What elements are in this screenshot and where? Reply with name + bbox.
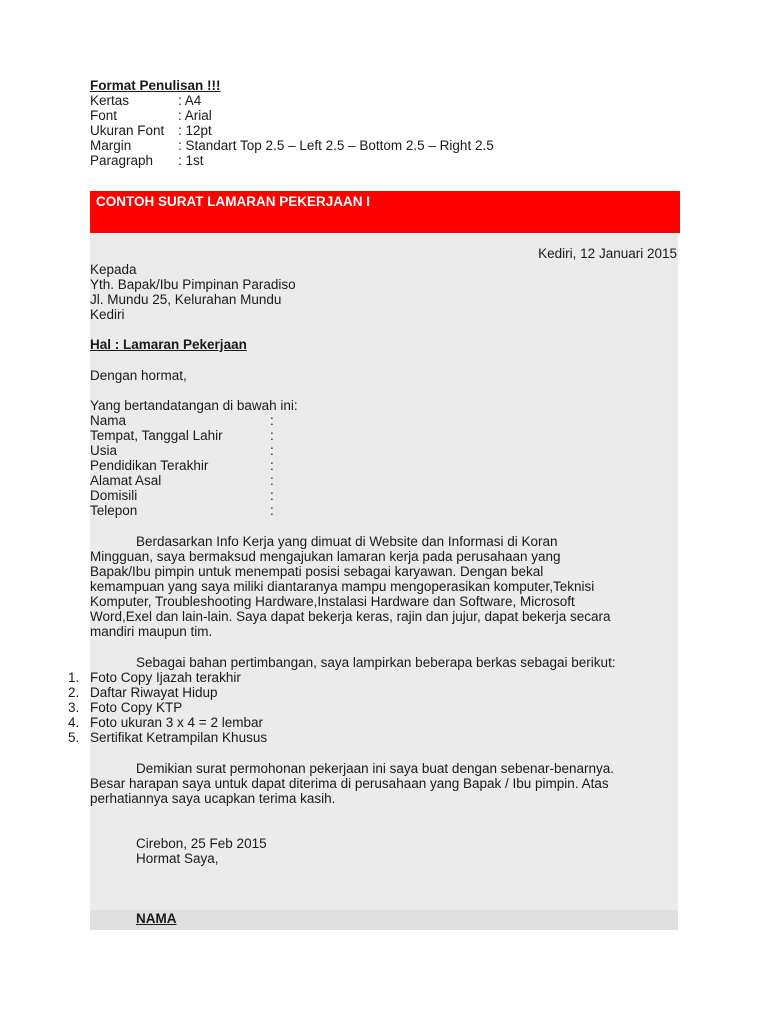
greeting: Dengan hormat, (90, 368, 187, 383)
signature-name: NAMA (136, 911, 177, 926)
recipient-line: Kediri (90, 307, 125, 322)
list-item: Daftar Riwayat Hidup (90, 685, 218, 700)
list-item: Foto Copy Ijazah terakhir (90, 670, 241, 685)
field-colon: : (270, 428, 274, 443)
list-number: 4. (68, 715, 80, 730)
list-number: 3. (68, 700, 80, 715)
field-label: Domisili (90, 488, 138, 503)
field-colon: : (270, 413, 274, 428)
list-number: 2. (68, 685, 80, 700)
field-colon: : (270, 458, 274, 473)
list-number: 1. (68, 670, 80, 685)
field-label: Pendidikan Terakhir (90, 458, 209, 473)
list-item: Foto ukuran 3 x 4 = 2 lembar (90, 715, 263, 730)
field-label: Usia (90, 443, 118, 458)
format-label: Font (90, 108, 118, 123)
format-value: : Arial (178, 108, 212, 123)
body-paragraph-line: Word,Exel dan lain-lain. Saya dapat bekerja keras, rajin dan jujur, dapat bekerja secara (90, 609, 611, 624)
list-item: Sertifikat Ketrampilan Khusus (90, 730, 268, 745)
list-item: Foto Copy KTP (90, 700, 183, 715)
field-colon: : (270, 488, 274, 503)
format-label: Margin (90, 138, 132, 153)
format-value: : A4 (178, 93, 202, 108)
intro-line: Yang bertandatangan di bawah ini: (90, 398, 298, 413)
body-paragraph-line: mandiri maupun tim. (90, 624, 213, 639)
field-label: Nama (90, 413, 127, 428)
field-colon: : (270, 443, 274, 458)
recipient-line: Kepada (90, 262, 137, 277)
body-paragraph-line: kemampuan yang saya miliki diantaranya mampu mengoperasikan komputer,Teknisi (90, 579, 595, 594)
format-value: : 12pt (178, 123, 212, 138)
body-paragraph-line: Bapak/Ibu pimpin untuk menempati posisi sebagai karyawan. Dengan bekal (90, 564, 544, 579)
letter-date: Kediri, 12 Januari 2015 (538, 246, 677, 261)
body-paragraph-line: Komputer, Troubleshooting Hardware,Instalasi Hardware dan Software, Microsoft (90, 594, 575, 609)
format-label: Ukuran Font (90, 123, 165, 138)
format-label: Kertas (90, 93, 130, 108)
format-heading: Format Penulisan !!! (90, 78, 221, 93)
sign-salutation: Hormat Saya, (136, 851, 219, 866)
recipient-line: Jl. Mundu 25, Kelurahan Mundu (90, 292, 282, 307)
field-label: Alamat Asal (90, 473, 162, 488)
field-label: Telepon (90, 503, 138, 518)
closing-line: Besar harapan saya untuk dapat diterima di perusahaan yang Bapak / Ibu pimpin. Atas (90, 776, 609, 791)
closing-line: Demikian surat permohonan pekerjaan ini saya buat dengan sebenar-benarnya. (136, 761, 615, 776)
letter-subject: Hal : Lamaran Pekerjaan (90, 337, 247, 352)
recipient-line: Yth. Bapak/Ibu Pimpinan Paradiso (90, 277, 296, 292)
banner-title: CONTOH SURAT LAMARAN PEKERJAAN I (96, 194, 371, 209)
body-paragraph-line: Berdasarkan Info Kerja yang dimuat di Website dan Informasi di Koran (136, 534, 558, 549)
list-number: 5. (68, 730, 80, 745)
field-label: Tempat, Tanggal Lahir (90, 428, 223, 443)
body-paragraph-line: Mingguan, saya bermaksud mengajukan lamaran kerja pada perusahaan yang (90, 549, 561, 564)
field-colon: : (270, 503, 274, 518)
format-label: Paragraph (90, 153, 154, 168)
format-value: : 1st (178, 153, 204, 168)
format-value: : Standart Top 2.5 – Left 2.5 – Bottom 2.5 – Right 2.5 (178, 138, 494, 153)
field-colon: : (270, 473, 274, 488)
signature-line (90, 910, 678, 930)
attachments-intro: Sebagai bahan pertimbangan, saya lampirkan beberapa berkas sebagai berikut: (136, 655, 616, 670)
closing-line: perhatiannya saya ucapkan terima kasih. (90, 791, 336, 806)
sign-place-date: Cirebon, 25 Feb 2015 (136, 836, 267, 851)
